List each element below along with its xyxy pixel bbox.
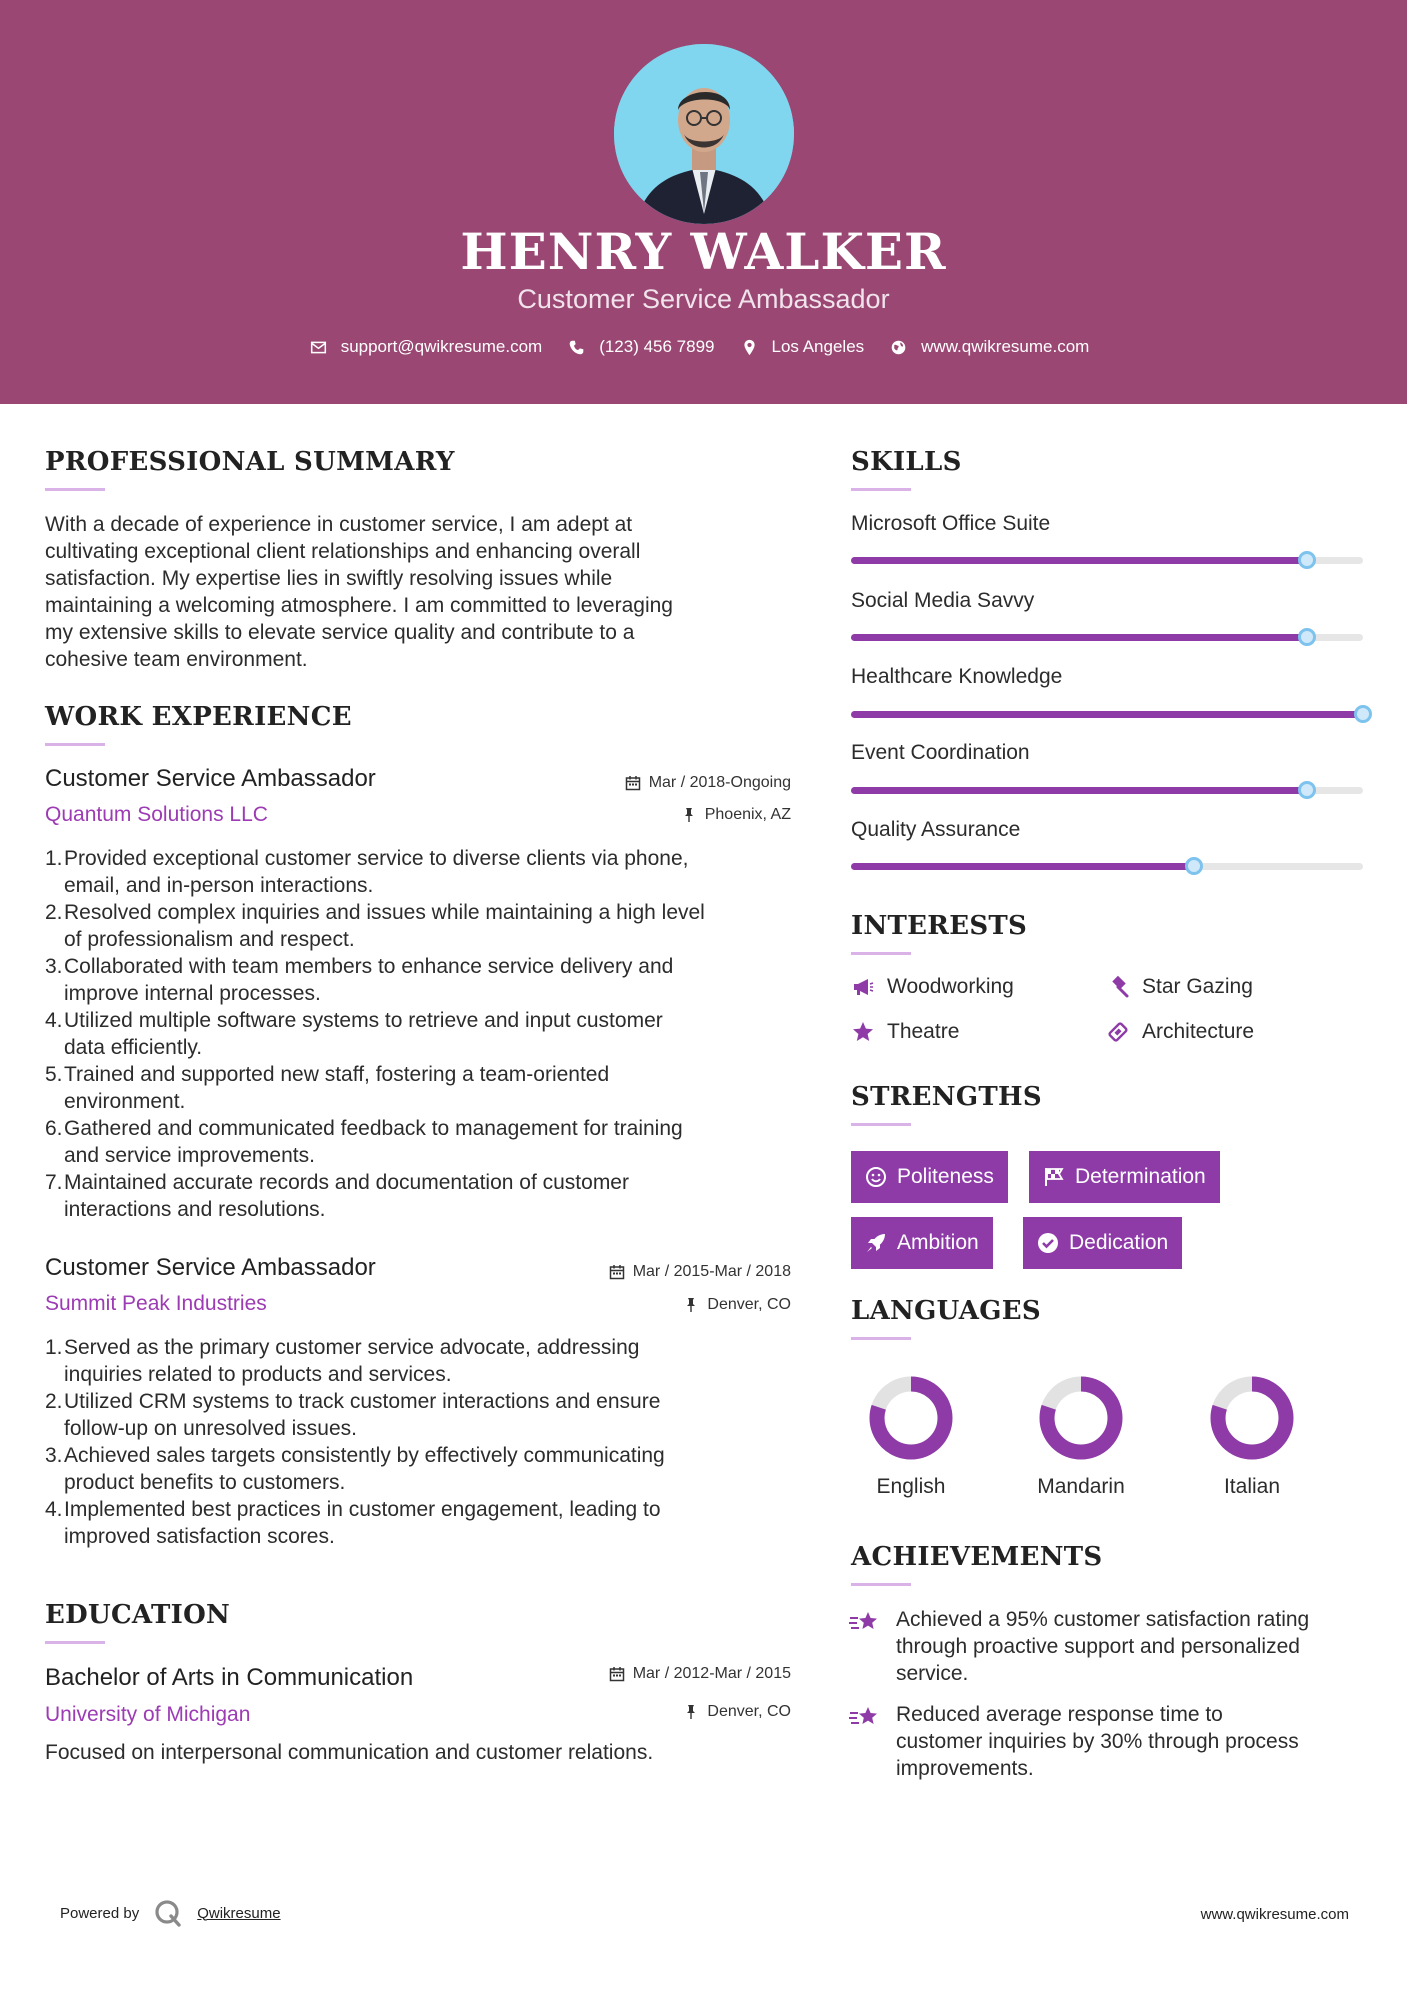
strength-badge <box>851 1217 993 1269</box>
skill-label: Event Coordination <box>851 741 1030 764</box>
skill-label: Microsoft Office Suite <box>851 512 1051 535</box>
achievements-underline <box>851 1583 911 1586</box>
shooting-star-icon <box>848 1608 882 1638</box>
skill-bar <box>851 557 1363 564</box>
strength-label: Politeness <box>897 1165 994 1188</box>
contact-phone[interactable] <box>568 337 714 357</box>
list-item: 4. Utilized multiple software systems to retrieve and input customer data efficiently. <box>45 1009 663 1059</box>
phone-icon <box>568 339 585 356</box>
job-location <box>480 806 791 824</box>
footer-website-link[interactable]: www.qwikresume.com <box>1200 1906 1349 1923</box>
list-item: 2. Utilized CRM systems to track customer interactions and ensure follow-up on unresolved issues. <box>45 1390 661 1440</box>
experience-underline <box>45 743 105 746</box>
summary-heading: PROFESSIONAL SUMMARY <box>45 447 455 477</box>
interest-label: Architecture <box>1142 1020 1255 1043</box>
strength-label: Determination <box>1075 1165 1206 1188</box>
education-date-text: Mar / 2012-Mar / 2015 <box>632 1665 791 1682</box>
education-location <box>480 1703 791 1721</box>
job-company: Summit Peak Industries <box>45 1292 267 1315</box>
languages-underline <box>851 1337 911 1340</box>
skill-bar-fill <box>851 711 1363 718</box>
education-date <box>480 1665 791 1683</box>
skill-bar <box>851 711 1363 718</box>
strengths-heading: STRENGTHS <box>851 1082 1042 1112</box>
interests-underline <box>851 952 911 955</box>
list-item: 2. Resolved complex inquiries and issues while maintaining a high level of professionalism and respect. <box>45 901 705 951</box>
megaphone-icon <box>851 975 875 999</box>
job-date <box>480 1263 791 1281</box>
contact-phone-text: (123) 456 7899 <box>599 337 715 356</box>
language-item <box>1177 1375 1327 1499</box>
calendar-icon <box>609 1264 625 1280</box>
skill-bar <box>851 634 1363 641</box>
language-name: English <box>876 1475 946 1498</box>
list-item: 3. Achieved sales targets consistently by effectively communicating product benefits to customers. <box>45 1444 665 1494</box>
globe-icon <box>890 339 907 356</box>
candidate-name: HENRY WALKER <box>460 222 947 281</box>
job-title: Customer Service Ambassador <box>45 1254 376 1281</box>
job-date <box>480 774 791 792</box>
interest-item <box>851 975 1014 999</box>
contact-location <box>741 337 865 357</box>
job-duties-list <box>45 845 815 1223</box>
list-item: 5. Trained and supported new staff, fostering a team-oriented environment. <box>45 1063 610 1113</box>
summary-line: cohesive team environment. <box>45 648 308 671</box>
shooting-star-icon <box>848 1703 882 1733</box>
interest-item <box>1106 975 1253 999</box>
skill-label: Healthcare Knowledge <box>851 665 1063 688</box>
skill-bar-fill <box>851 634 1307 641</box>
school-name: University of Michigan <box>45 1703 251 1726</box>
strength-badge <box>1029 1151 1220 1203</box>
job-company: Quantum Solutions LLC <box>45 803 268 826</box>
skill-label: Social Media Savvy <box>851 589 1035 612</box>
summary-line: my extensive skills to elevate service quality and contribute to a <box>45 621 635 644</box>
contact-email-text: support@qwikresume.com <box>340 337 543 356</box>
achievement-text: Achieved a 95% customer satisfaction rating through proactive support and personalized service. <box>896 1608 1310 1685</box>
footer-powered-by <box>60 1898 281 1928</box>
experience-heading: WORK EXPERIENCE <box>45 702 352 732</box>
skill-bar-fill <box>851 557 1307 564</box>
job-date-text: Mar / 2015-Mar / 2018 <box>632 1263 791 1280</box>
powered-by-text: Powered by <box>60 1904 140 1922</box>
education-location-text: Denver, CO <box>707 1703 791 1720</box>
avatar <box>614 44 794 224</box>
skill-bar <box>851 863 1363 870</box>
pushpin-icon <box>683 1297 699 1313</box>
list-item: 7. Maintained accurate records and documentation of customer interactions and resolutions. <box>45 1171 629 1221</box>
contact-website-text: www.qwikresume.com <box>921 337 1090 356</box>
languages-heading: LANGUAGES <box>851 1296 1041 1326</box>
summary-line: satisfaction. My expertise lies in swiftly resolving issues while <box>45 567 613 590</box>
job-location-text: Denver, CO <box>707 1296 791 1313</box>
job-title: Customer Service Ambassador <box>45 765 376 792</box>
interest-label: Woodworking <box>887 975 1014 998</box>
list-item: 3. Collaborated with team members to enhance service delivery and improve internal processes. <box>45 955 674 1005</box>
summary-line: maintaining a welcoming atmosphere. I am committed to leveraging <box>45 594 673 617</box>
skill-bar-fill <box>851 787 1307 794</box>
flag-icon <box>1043 1166 1065 1188</box>
star-icon <box>851 1020 875 1044</box>
job-location-text: Phoenix, AZ <box>704 806 791 823</box>
language-name: Mandarin <box>1037 1475 1125 1498</box>
skill-bar-knob <box>1298 628 1316 646</box>
achievements-heading: ACHIEVEMENTS <box>851 1542 1103 1572</box>
education-underline <box>45 1641 105 1644</box>
language-donut <box>1038 1375 1124 1461</box>
language-donut <box>1209 1375 1295 1461</box>
achievement-item <box>848 1606 1368 1687</box>
skills-underline <box>851 488 911 491</box>
language-item <box>836 1375 986 1499</box>
pushpin-icon <box>683 1704 699 1720</box>
strength-label: Dedication <box>1069 1231 1169 1254</box>
achievement-item <box>848 1701 1368 1782</box>
summary-underline <box>45 488 105 491</box>
list-item: 1. Provided exceptional customer service to diverse clients via phone, email, and in-person interactions. <box>45 847 689 897</box>
interest-item <box>1106 1020 1254 1044</box>
summary-line: With a decade of experience in customer service, I am adept at <box>45 513 633 536</box>
smile-icon <box>865 1166 887 1188</box>
skill-bar-knob <box>1298 551 1316 569</box>
list-item: 4. Implemented best practices in customer engagement, leading to improved satisfaction scores. <box>45 1498 661 1548</box>
candidate-role: Customer Service Ambassador <box>517 284 890 314</box>
strength-badge <box>1023 1217 1182 1269</box>
education-description: Focused on interpersonal communication and customer relations. <box>45 1741 654 1764</box>
skill-label: Quality Assurance <box>851 818 1021 841</box>
footer-brand-link[interactable]: Qwikresume <box>197 1904 281 1922</box>
skill-bar-knob <box>1298 781 1316 799</box>
skill-bar-knob <box>1185 857 1203 875</box>
skill-bar-knob <box>1354 705 1372 723</box>
job-date-text: Mar / 2018-Ongoing <box>648 774 791 791</box>
achievement-text: Reduced average response time to customer inquiries by 30% through process improvements. <box>896 1703 1299 1780</box>
strength-badge <box>851 1151 1008 1203</box>
degree-title: Bachelor of Arts in Communication <box>45 1664 414 1691</box>
profile-photo <box>614 44 794 224</box>
education-heading: EDUCATION <box>45 1600 231 1630</box>
interest-label: Theatre <box>887 1020 960 1043</box>
list-item: 1. Served as the primary customer service advocate, addressing inquiries related to products and services. <box>45 1336 640 1386</box>
language-name: Italian <box>1223 1475 1281 1498</box>
rocket-icon <box>865 1232 887 1254</box>
skill-bar <box>851 787 1363 794</box>
job-duties-list <box>45 1334 815 1550</box>
language-donut <box>868 1375 954 1461</box>
interests-heading: INTERESTS <box>851 911 1028 941</box>
interest-item <box>851 1020 959 1044</box>
envelope-icon <box>310 339 327 356</box>
interest-label: Star Gazing <box>1142 975 1253 998</box>
summary-text <box>45 511 805 673</box>
language-item <box>1006 1375 1156 1499</box>
contact-email[interactable] <box>310 337 543 357</box>
contact-website[interactable] <box>890 337 1089 357</box>
contact-bar <box>0 337 1407 357</box>
summary-line: cultivating exceptional client relationships and enhancing overall <box>45 540 641 563</box>
skills-heading: SKILLS <box>851 447 962 477</box>
list-item: 6. Gathered and communicated feedback to management for training and service improvements. <box>45 1117 683 1167</box>
job-location <box>480 1296 791 1314</box>
qwikresume-logo-icon <box>153 1898 183 1928</box>
strengths-underline <box>851 1123 911 1126</box>
calendar-icon <box>609 1666 625 1682</box>
gavel-icon <box>1106 975 1130 999</box>
check-circle-icon <box>1037 1232 1059 1254</box>
calendar-icon <box>625 775 641 791</box>
ticket-icon <box>1106 1020 1130 1044</box>
strength-label: Ambition <box>897 1231 979 1254</box>
map-pin-icon <box>741 339 758 356</box>
pushpin-icon <box>681 807 697 823</box>
skill-bar-fill <box>851 863 1194 870</box>
resume-header <box>0 0 1407 404</box>
contact-location-text: Los Angeles <box>771 337 865 356</box>
